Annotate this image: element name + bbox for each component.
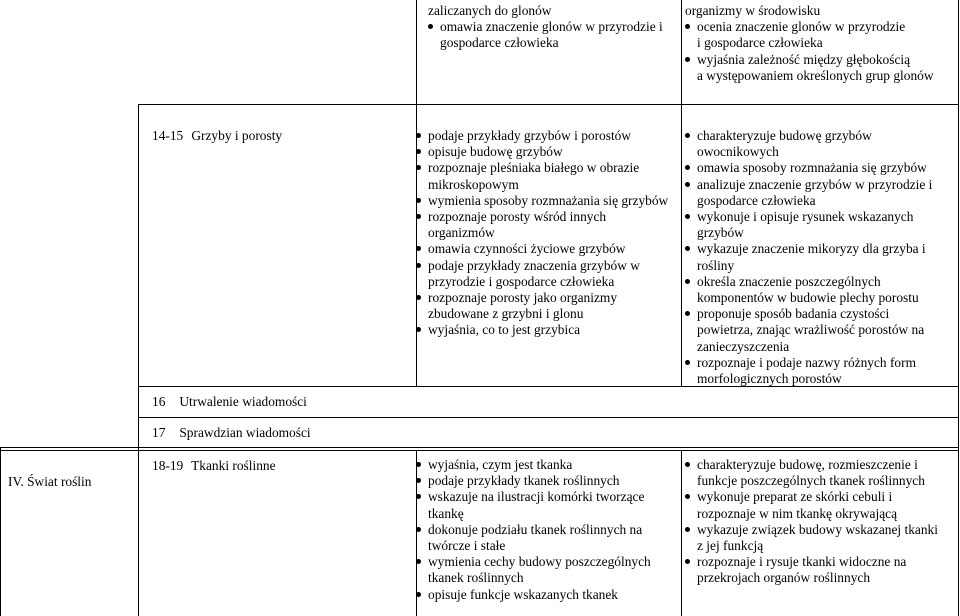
list-item <box>416 554 678 586</box>
bullet-icon <box>685 214 690 219</box>
list-item-text: określa znaczenie poszczególnych <box>697 273 881 289</box>
bullet-icon <box>416 478 421 483</box>
bullet-icon <box>416 462 421 467</box>
list-item-text: powietrza, znając wrażliwość porostów na <box>697 322 925 338</box>
grid-line-right-fungi <box>958 104 959 616</box>
list-item-text: wyjaśnia, czym jest tkanka <box>428 457 573 472</box>
list-item <box>416 457 678 473</box>
list-item-text: grzybów <box>697 225 744 241</box>
fungi-extended-list <box>685 128 957 387</box>
tissues-basic-cell <box>416 457 678 603</box>
list-item <box>416 522 678 554</box>
list-item-text: rozpoznaje i rysuje tkanki widoczne na <box>697 554 907 570</box>
list-item <box>685 522 957 554</box>
top-basic-cell <box>428 3 678 52</box>
list-item-text: opisuje budowę grzybów <box>428 144 563 160</box>
bullet-icon <box>416 527 421 532</box>
grid-line-col1 <box>138 104 139 616</box>
grid-line-left-edge <box>0 447 1 616</box>
list-item-text: wyjaśnia, co to jest grzybica <box>428 322 581 338</box>
top-basic-list <box>428 19 678 51</box>
list-item <box>685 209 957 241</box>
bullet-icon <box>685 360 690 365</box>
list-item <box>685 241 957 273</box>
topic-test <box>152 425 311 441</box>
list-item <box>685 274 957 306</box>
list-item-text: wykazuje związek budowy wskazanej tkanki <box>697 521 938 537</box>
topic-review <box>152 394 307 410</box>
list-item <box>416 193 678 209</box>
topic-number: 14-15 <box>152 128 184 143</box>
list-item <box>685 457 957 489</box>
top-basic-line-1: zaliczanych do glonów <box>428 3 552 18</box>
list-item-text: twórcze i stałe <box>428 538 506 554</box>
list-item-text: podaje przykłady grzybów i porostów <box>428 128 632 143</box>
list-item-text: dokonuje podziału tkanek roślinnych na <box>428 521 643 537</box>
tissues-extended-cell <box>685 457 957 587</box>
bullet-icon <box>685 57 690 62</box>
list-item-text: rozpoznaje porosty jako organizmy <box>428 290 618 306</box>
bullet-icon <box>685 246 690 251</box>
list-item-text: mikroskopowym <box>428 176 519 192</box>
list-item <box>416 290 678 322</box>
bullet-icon <box>685 279 690 284</box>
list-item-text: charakteryzuje budowę, rozmieszczenie i <box>697 457 918 472</box>
list-item-text: podaje przykłady tkanek roślinnych <box>428 473 620 489</box>
bullet-icon <box>416 559 421 564</box>
list-item <box>416 160 678 192</box>
bullet-icon <box>685 462 690 467</box>
list-item <box>685 160 957 176</box>
bullet-icon <box>416 327 421 332</box>
list-item <box>416 473 678 489</box>
list-item-text: omawia czynności życiowe grzybów <box>428 241 626 257</box>
list-item-text: z jej funkcją <box>697 538 764 554</box>
bullet-icon <box>416 246 421 251</box>
grid-line-h1-left <box>0 104 139 105</box>
list-item-text: przekrojach organów roślinnych <box>697 570 871 586</box>
list-item: ocenia znaczenie glonów w przyrodzie i gospodarce człowieka <box>685 19 955 51</box>
list-item-text: wymienia cechy budowy poszczególnych <box>428 554 651 570</box>
bullet-icon <box>416 295 421 300</box>
grid-line-h1 <box>138 104 959 105</box>
bullet-icon <box>685 165 690 170</box>
list-item-text: wymienia sposoby rozmnażania się grzybów <box>428 192 669 208</box>
list-item-text: tkankę <box>428 505 464 521</box>
bullet-icon <box>416 263 421 268</box>
grid-line-left-top <box>416 0 417 104</box>
bullet-icon <box>685 494 690 499</box>
grid-line-h4b <box>0 450 959 451</box>
topic-tissues <box>152 458 276 474</box>
bullet-icon <box>416 149 421 154</box>
list-item-text: zanieczyszczenia <box>697 338 790 354</box>
list-item <box>416 258 678 290</box>
fungi-basic-list <box>416 128 678 339</box>
list-item-text: rośliny <box>697 257 735 273</box>
grid-line-col3-tissues <box>681 450 682 616</box>
topic-title: Utrwalenie wiadomości <box>179 394 307 409</box>
list-item-text: rozpoznaje w nim tkankę okrywającą <box>697 505 898 521</box>
list-item <box>416 489 678 521</box>
bullet-icon <box>685 559 690 564</box>
list-item <box>416 209 678 241</box>
grid-line-h4 <box>0 447 959 448</box>
list-item-text: tkanek roślinnych <box>428 570 524 586</box>
list-item <box>416 322 678 338</box>
top-extended-cell <box>685 3 955 84</box>
list-item <box>685 489 957 521</box>
tissues-basic-list <box>416 457 678 603</box>
bullet-icon <box>685 527 690 532</box>
list-item <box>416 241 678 257</box>
list-item-text: funkcje poszczególnych tkanek roślinnych <box>697 473 925 489</box>
list-item-text: wskazuje na ilustracji komórki tworzące <box>428 489 645 505</box>
list-item-text: opisuje funkcje wskazanych tkanek <box>428 586 619 602</box>
list-item-text: rozpoznaje porosty wśród innych <box>428 209 607 225</box>
list-item-text: morfologicznych porostów <box>697 371 842 387</box>
list-item-text: proponuje sposób badania czystości <box>697 306 890 322</box>
list-item-text: wykonuje i opisuje rysunek wskazanych <box>697 209 914 225</box>
bullet-icon <box>416 133 421 138</box>
list-item <box>416 128 678 144</box>
grid-line-h3 <box>138 417 959 418</box>
bullet-icon <box>416 494 421 499</box>
topic-fungi <box>152 128 282 144</box>
list-item-text: rozpoznaje i podaje nazwy różnych form <box>697 354 916 370</box>
list-item-text: owocnikowych <box>697 144 779 160</box>
section-label: IV. Świat roślin <box>8 474 92 489</box>
list-item-text: omawia sposoby rozmnażania się grzybów <box>697 160 927 176</box>
list-item <box>416 144 678 160</box>
list-item <box>416 587 678 603</box>
topic-title: Grzyby i porosty <box>191 128 283 143</box>
list-item <box>685 355 957 387</box>
list-item <box>685 554 957 586</box>
bullet-icon <box>685 24 690 29</box>
list-item: omawia znaczenie glonów w przyrodzie i gospodarce człowieka <box>428 19 678 51</box>
bullet-icon <box>428 24 433 29</box>
list-item-text: analizuje znaczenie grzybów w przyrodzie i <box>697 176 933 192</box>
list-item-text: charakteryzuje budowę grzybów <box>697 128 872 143</box>
bullet-icon <box>685 182 690 187</box>
grid-line-right-top <box>958 0 959 104</box>
grid-line-col3-fungi <box>681 104 682 386</box>
top-extended-list <box>685 19 955 84</box>
topic-number: 16 <box>152 394 166 409</box>
list-item-text: podaje przykłady znaczenia grzybów w <box>428 257 640 273</box>
fungi-extended-cell <box>685 128 957 387</box>
list-item-text: rozpoznaje pleśniaka białego w obrazie <box>428 160 640 176</box>
list-item-text: gospodarce człowieka <box>697 192 816 208</box>
list-item-text: zbudowane z grzybni i glonu <box>428 306 584 322</box>
bullet-icon <box>416 592 421 597</box>
topic-number: 18-19 <box>152 458 184 473</box>
topic-title: Tkanki roślinne <box>191 458 276 473</box>
bullet-icon <box>685 133 690 138</box>
list-item <box>685 306 957 355</box>
bullet-icon <box>416 198 421 203</box>
topic-number: 17 <box>152 425 166 440</box>
list-item-text: komponentów w budowie plechy porostu <box>697 290 919 306</box>
tissues-extended-list <box>685 457 957 587</box>
topic-title: Sprawdzian wiadomości <box>179 425 311 440</box>
bullet-icon <box>416 165 421 170</box>
list-item-text: wykonuje preparat ze skórki cebuli i <box>697 489 893 505</box>
list-item-text: przyrodzie i gospodarce człowieka <box>428 273 615 289</box>
list-item-text: wykazuje znaczenie mikoryzy dla grzyba i <box>697 241 926 257</box>
grid-line-mid-top <box>681 0 682 104</box>
bullet-icon <box>685 311 690 316</box>
list-item-text: organizmów <box>428 225 495 241</box>
fungi-basic-cell <box>416 128 678 339</box>
top-extended-line-1: organizmy w środowisku <box>685 3 821 18</box>
list-item <box>685 128 957 160</box>
bullet-icon <box>416 214 421 219</box>
list-item: wyjaśnia zależność między głębokością a występowaniem określonych grup glonów <box>685 52 955 84</box>
list-item <box>685 177 957 209</box>
